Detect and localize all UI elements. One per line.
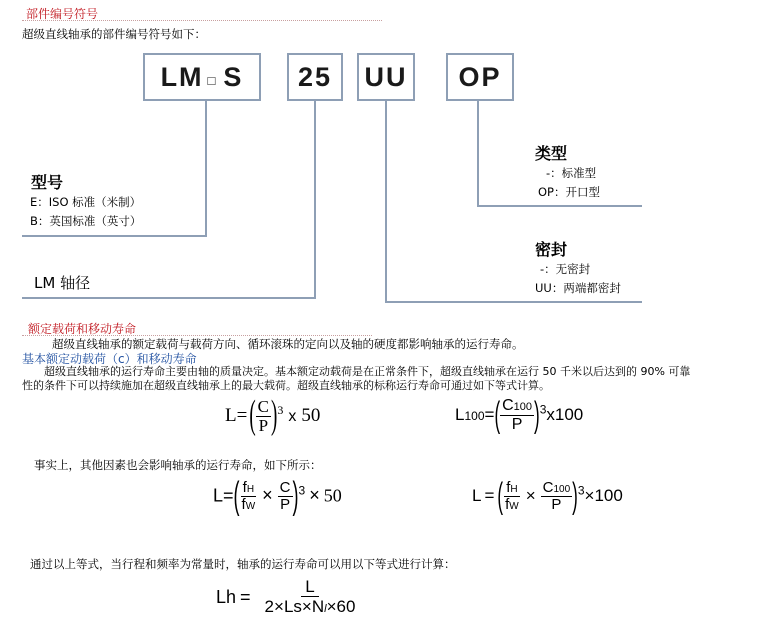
f1-mult: 50 [301,405,321,427]
life-paragraph-line1: 超级直线轴承的运行寿命主要由轴的质量决定。基本额定动载荷是在正常条件下，超级直线轴承在运行 50 千米以后达到的 90% 可靠 [44,365,691,378]
box-suffix: S [223,61,244,92]
f3-fw: f [241,495,246,513]
shaft-title: LM 轴径 [34,274,91,292]
connector-shaft-horizontal [22,297,316,299]
part-box-size: 25 [287,53,343,101]
f3-den: P [280,495,291,513]
part-box-type: OP [446,53,514,101]
placeholder-square: □ [207,72,218,88]
section-title-part-number: 部件编号符号 [26,7,99,21]
box-prefix: LM [160,61,204,92]
type-title: 类型 [535,144,568,163]
f3-num: C [279,479,291,496]
formula-l100: L100=( $\frac{C100}{P}$ )$^3$x100 [455,394,584,435]
f5-lhs: Lh [216,586,237,607]
f5-den-2: 2 [264,596,275,616]
formula-factors-100: L = ( $\frac{fH}{fW}$ × $\frac{C100}{P}$ )$^3$×100 [472,475,623,516]
f2-num-sub: 100 [513,401,533,413]
f3-fh-sub: H [246,484,255,495]
f4-fw-sub: W [509,500,519,512]
connector-model-horizontal [22,235,207,237]
f4-den: P [551,495,562,513]
f5-den-n-sub: l [324,602,327,615]
f4-num-sub: 100 [553,484,571,495]
section-title-load-life: 额定载荷和移动寿命 [28,322,137,336]
factors-paragraph: 事实上，其他因素也会影响轴承的运行寿命，如下所示： [34,458,322,472]
f2-lhs: L [455,405,465,425]
f5-den-n: N [311,596,325,616]
load-paragraph: 超级直线轴承的额定载荷与载荷方向、循环滚珠的定向以及轴的硬度都影响轴承的运行寿命。 [52,337,524,351]
f1-lhs: L [225,405,237,427]
f3-mult: 50 [323,485,342,506]
f3-lhs: L [213,485,224,506]
connector-type-horizontal [477,205,642,207]
f1-exp: 3 [277,402,284,417]
f2-den: P [511,415,523,433]
f4-lhs: L [472,486,482,506]
f5-num: L [301,578,318,597]
life-paragraph-line2: 性的条件下可以持续施加在超级直线轴承上的最大载荷。超级直线轴承的标称运行寿命可通过如下等式计算。 [22,379,550,392]
f4-fw: f [505,495,510,513]
f4-num: C [542,479,554,496]
formula-hours-life: Lh = $\frac{L}{2\times Ls\times Nl\times 60}$ [216,577,356,616]
f4-exp: 3 [577,483,585,498]
f5-den-60: 60 [336,596,356,616]
type-line-open: OP：开口型 [538,185,600,199]
seal-line-none: -：无密封 [540,262,591,276]
f4-mult: 100 [594,486,623,506]
f2-mult: 100 [554,405,584,425]
f2-num: C [502,397,514,414]
formula-factors-50: L=( $\frac{fH}{fW}$ × $\frac{C}{P}$ )$^3$ × 50 [213,474,342,517]
f4-fh: f [506,479,511,496]
formula-basic-life: L= ( $\frac{C}{P}$ )$^3$ x 50 [225,393,321,438]
f2-lhs-sub: 100 [464,409,485,424]
seal-line-uu: UU：两端都密封 [535,281,621,295]
f1-num: C [257,397,269,416]
connector-seal-horizontal [385,301,642,303]
f5-den-ls: Ls [283,596,302,616]
subsection-title-dynamic-load: 基本额定动载荷（c）和移动寿命 [22,352,197,366]
f1-den: P [258,415,269,435]
connector-model-vertical [205,101,207,237]
f3-exp: 3 [298,483,306,498]
connector-type-vertical [477,101,479,207]
section-divider [22,20,382,21]
constant-paragraph: 通过以上等式，当行程和频率为常量时，轴承的运行寿命可以用以下等式进行计算： [30,557,456,571]
intro-text: 超级直线轴承的部件编号符号如下： [22,27,206,41]
seal-title: 密封 [535,240,568,259]
f3-fh: f [242,479,247,496]
f3-fw-sub: W [245,500,256,512]
connector-seal-vertical [385,101,387,303]
part-box-seal: UU [357,53,415,101]
part-box-lm-s [143,53,261,101]
type-line-standard: -：标准型 [546,166,597,180]
model-title: 型号 [31,173,64,192]
f2-exp: 3 [539,402,547,417]
model-line-e: E：ISO 标准（米制） [30,195,142,209]
connector-shaft-vertical [314,101,316,299]
model-line-b: B：英国标准（英寸） [30,214,142,228]
f4-fh-sub: H [510,484,518,495]
section-divider-2 [22,335,372,336]
